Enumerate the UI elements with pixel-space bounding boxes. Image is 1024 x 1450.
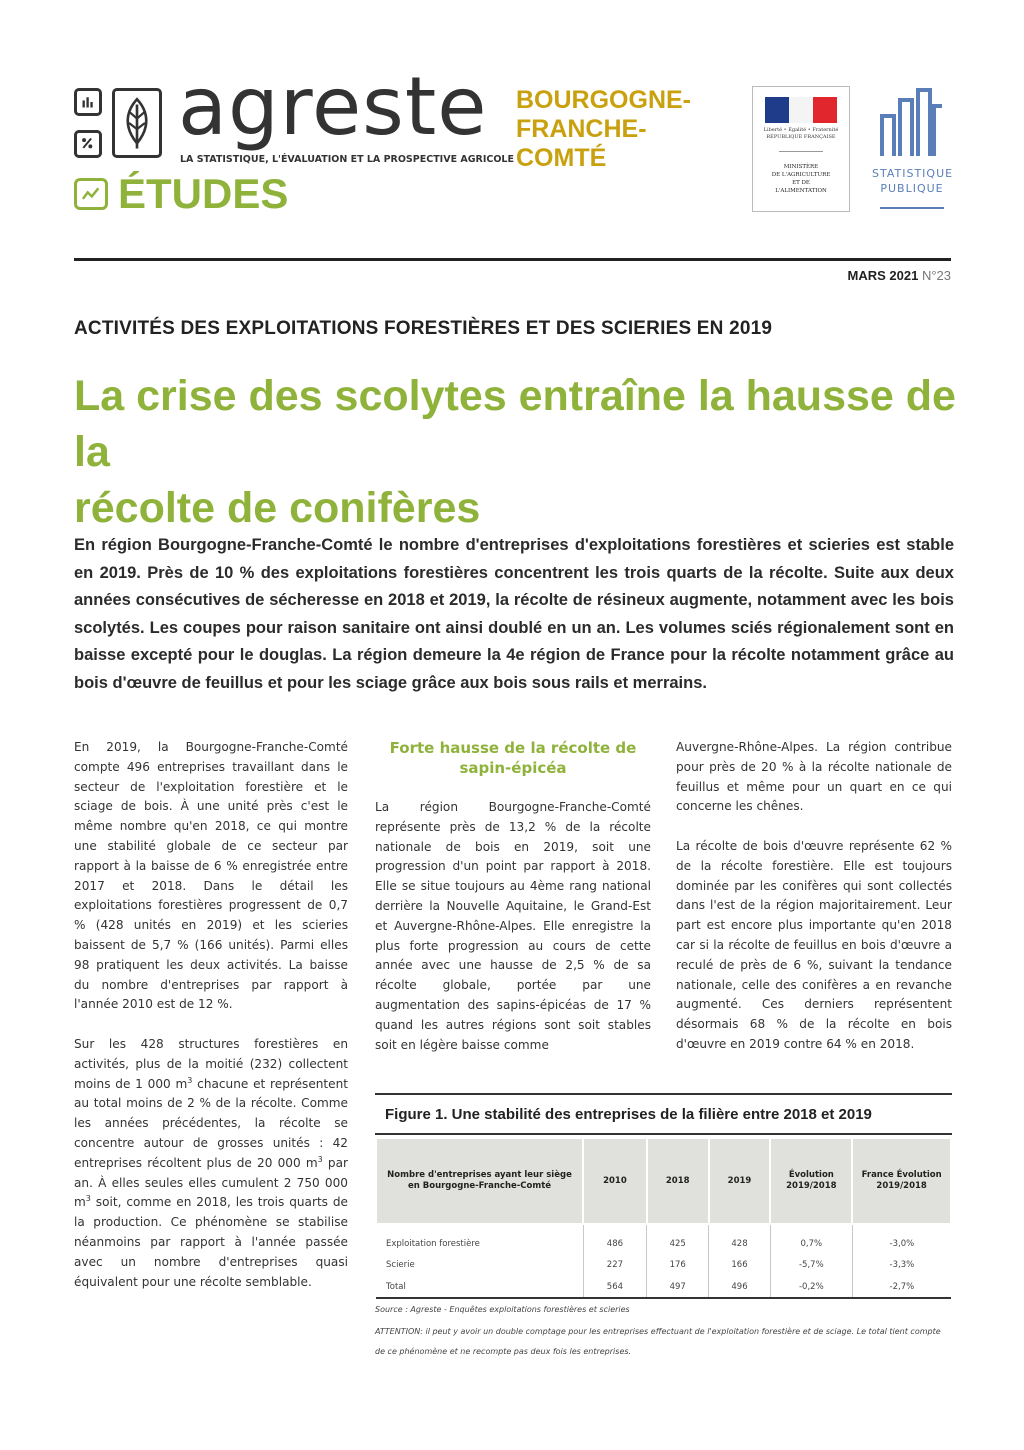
table-header-row	[376, 1138, 951, 1224]
region-line: FRANCHE-	[516, 115, 647, 143]
leaf-icon	[112, 88, 162, 158]
column-header: Évolution 2019/2018	[770, 1138, 852, 1224]
column-header: 2018	[647, 1138, 709, 1224]
paragraph: La région Bourgogne-Franche-Comté représente près de 13,2 % de la récolte nationale de bois en 2019, soit une progression d'un point par rapport à 2018. Elle se situe toujours au 4ème rang national derrière la Nouvelle Aquitaine, le Grand-Est et Auvergne-Rhône-Alpes. Elle enregistre la plus forte progression au cours de cette année avec une hausse de 2,5 % de sa récolte globale, portée par une augmentation des sapins-épicéas de 17 % quand les autres régions sont soit stables soit en légère baisse comme	[375, 800, 651, 1052]
header-rule	[74, 258, 951, 261]
table-cell: 564	[583, 1276, 647, 1298]
figure-note: ATTENTION: il peut y avoir un double comptage pour les entreprises effectuant de l'exploitation forestière et de sciage. Le total tient compte de ce phénomène et ne recompte pas deux fois les entreprises.	[375, 1327, 941, 1356]
column-header: 2010	[583, 1138, 647, 1224]
issue-number: N°23	[921, 268, 951, 283]
table-cell: 428	[709, 1224, 771, 1254]
figure-1	[375, 1093, 952, 1362]
row-label: Total	[376, 1276, 583, 1298]
region-name	[516, 86, 736, 173]
paragraph: Auvergne-Rhône-Alpes. La région contribue pour près de 20 % à la récolte nationale de feuillus et même pour un quart en ce qui concerne les chênes.	[676, 740, 952, 814]
kicker-heading: ACTIVITÉS DES EXPLOITATIONS FORESTIÈRES ET DES SCIERIES EN 2019	[74, 318, 773, 339]
issue-date: MARS 2021 N°23	[847, 268, 951, 283]
ministry-logo	[752, 86, 850, 212]
republic-motto: Liberté • Égalité • Fraternité RÉPUBLIQUE FRANÇAISE	[763, 127, 839, 140]
table-cell: 425	[647, 1224, 709, 1254]
divider	[779, 151, 823, 152]
series-name: ÉTUDES	[118, 170, 289, 217]
region-line: COMTÉ	[516, 144, 607, 172]
table-cell: -3,3%	[852, 1254, 951, 1276]
section-heading: Forte hausse de la récolte de sapin-épicéa	[389, 739, 637, 777]
figure-title: Figure 1. Une stabilité des entreprises de la filière entre 2018 et 2019	[375, 1093, 952, 1135]
agreste-logo	[74, 60, 514, 224]
table-row	[376, 1276, 951, 1298]
table-cell: 227	[583, 1254, 647, 1276]
column-header: 2019	[709, 1138, 771, 1224]
page-title: La crise des scolytes entraîne la hausse de la récolte de conifères	[74, 372, 956, 532]
region-line: BOURGOGNE-	[516, 86, 691, 114]
brand-tagline: LA STATISTIQUE, L'ÉVALUATION ET LA PROSPECTIVE AGRICOLE	[180, 154, 514, 165]
paragraph: En 2019, la Bourgogne-Franche-Comté compte 496 entreprises travaillant dans le secteur de l'exploitation forestière et le sciage de bois. À une unité près c'est le même nombre qu'en 2018, ce qui montre une stabilité globale de ce secteur par rapport à la baisse de 6 % enregistrée entre 2017 et 2018. Dans le détail les exploitations forestières progressent de 0,7 % (428 unités en 2019) et les scieries baissent de 5,7 % (166 unités). Parmi elles 98 pratiquent les deux activités. La baisse du nombre d'entreprises par rapport à l'année 2010 est de 12 %.	[74, 740, 348, 1012]
row-label: Exploitation forestière	[376, 1224, 583, 1254]
divider	[880, 207, 944, 209]
row-label: Scierie	[376, 1254, 583, 1276]
text-column-2	[375, 738, 651, 1075]
table-cell: -5,7%	[770, 1254, 852, 1276]
table-cell: 486	[583, 1224, 647, 1254]
french-flag-icon	[765, 97, 837, 123]
brand-name: agreste	[178, 60, 488, 153]
column-header: France Évolution 2019/2018	[852, 1138, 951, 1224]
buildings-icon	[878, 86, 944, 158]
paragraph: Sur les 428 structures forestières en activités, plus de la moitié (232) collectent moins de 1 000 $m^3$ chacune et représentent au total moins de 2 % de la récolte. Comme les années précédentes, la récolte se concentre autour de grosses unités : 42 entreprises récoltent plus de 20 000 $m^3$ par an. À elles seules elles cumulent 2 750 000 $m^3$ soit, comme en 2018, les trois quarts de la production. Ce phénomène se stabilise néanmoins par rapport à l'année passée avec un nombre d'entreprises quasi équivalent pour une récolte semblable.	[74, 1036, 349, 1289]
table-row	[376, 1254, 951, 1276]
text-column-3	[676, 738, 952, 1075]
bar-chart-icon	[74, 88, 102, 116]
table-cell: -0,2%	[770, 1276, 852, 1298]
text-column-1	[74, 738, 348, 1312]
stat-label: STATISTIQUE PUBLIQUE	[872, 167, 954, 195]
table-cell: 176	[647, 1254, 709, 1276]
table-cell: 0,7%	[770, 1224, 852, 1254]
table-cell: 497	[647, 1276, 709, 1298]
table-cell: -2,7%	[852, 1276, 951, 1298]
table-cell: 496	[709, 1276, 771, 1298]
statistique-publique-logo	[872, 86, 952, 212]
lead-paragraph: En région Bourgogne-Franche-Comté le nombre d'entreprises d'exploitations forestières et scieries est stable en 2019. Près de 10 % des exploitations forestières concentrent les trois quarts de la récolte. Suite aux deux années consécutives de sécheresse en 2018 et 2019, la récolte de résineux augmente, notamment avec les bois scolytés. Les coupes pour raison sanitaire ont ainsi doublé en un an. Les volumes sciés régionalement sont en baisse excepté pour le douglas. La région demeure la 4e région de France pour la récolte notamment grâce au bois d'œuvre de feuillus et pour les sciage grâce aux bois sous rails et merrains.	[74, 536, 954, 692]
trend-chart-icon	[74, 178, 108, 210]
table-row	[376, 1224, 951, 1254]
data-table	[375, 1137, 952, 1299]
percent-icon	[74, 130, 102, 158]
column-header: Nombre d'entreprises ayant leur siège en Bourgogne-Franche-Comté	[376, 1138, 583, 1224]
paragraph: La récolte de bois d'œuvre représente 62 % de la récolte forestière. Elle est toujours dominée par les conifères qui sont collectés dans l'est de la région majoritairement. Leur part est encore plus importante qu'en 2018 car si la récolte de feuillus en bois d'œuvre a reculé de près de 6 %, suivant la tendance nationale, celle des conifères a en revanche augmenté. Ces derniers représentent désormais 68 % de la récolte en bois d'œuvre en 2019 contre 64 % en 2018.	[676, 838, 952, 1051]
table-cell: -3,0%	[852, 1224, 951, 1254]
figure-source: Source : Agreste - Enquêtes exploitations forestières et scieries	[375, 1305, 630, 1314]
ministry-name: MINISTÈRE DE L'AGRICULTURE ET DE L'ALIMENTATION	[771, 164, 831, 194]
table-cell: 166	[709, 1254, 771, 1276]
